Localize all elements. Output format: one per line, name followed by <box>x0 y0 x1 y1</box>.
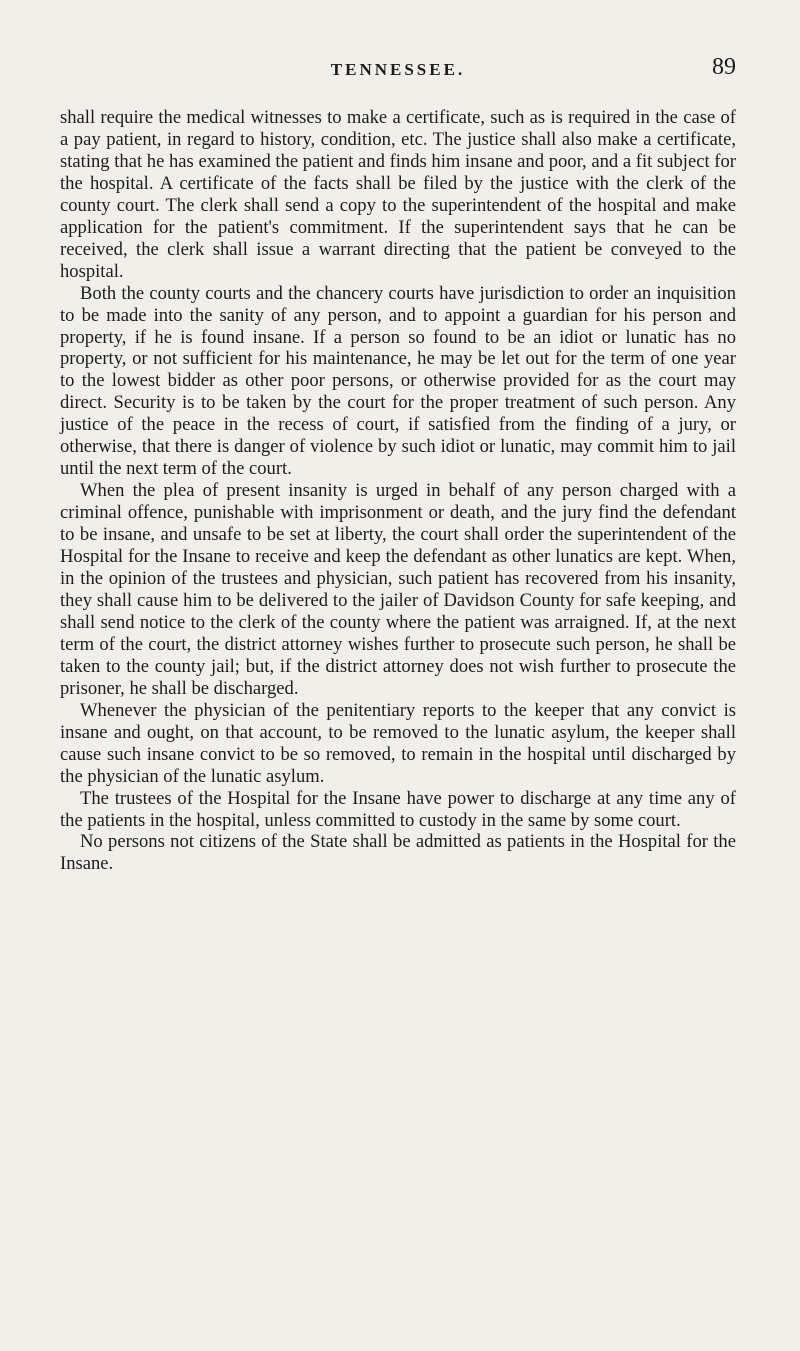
paragraph-1: shall require the medical witnesses to make a certificate, such as is required in the case of a pay patient, in regard to history, condition, etc. The justice shall also make a certificate, stating that he has examined the patient and finds him insane and poor, and a fit subject for the hospital. A certificate of the facts shall be filed by the justice with the clerk of the county court. The clerk shall send a copy to the superintendent of the hospital and make application for the patient's commitment. If the superintendent says that he can be received, the clerk shall issue a warrant directing that the patient be conveyed to the hospital. <box>60 107 736 282</box>
paragraph-2: Both the county courts and the chancery courts have jurisdiction to order an inquisition to be made into the sanity of any person, and to appoint a guardian for his person and property, if he is found insane. If a person so found to be an idiot or lunatic has no property, or not sufficient for his maintenance, he may be let out for the term of one year to the lowest bidder as other poor persons, or otherwise provided for as the court may direct. Security is to be taken by the court for the proper treatment of such person. Any justice of the peace in the recess of court, if satisfied from the finding of a jury, or otherwise, that there is danger of violence by such idiot or lunatic, may commit him to jail until the next term of the court. <box>60 282 736 480</box>
paragraph-5: The trustees of the Hospital for the Insane have power to discharge at any time any of the patients in the hospital, unless committed to custody in the same by some court. <box>60 787 736 831</box>
page-number: 89 <box>712 54 736 80</box>
paragraph-4: Whenever the physician of the penitentiary reports to the keeper that any convict is insane and ought, on that account, to be removed to the lunatic asylum, the keeper shall cause such insane convict to be so removed, to remain in the hospital until discharged by the physician of the lunatic asylum. <box>60 699 736 787</box>
paragraph-3: When the plea of present insanity is urged in behalf of any person charged with a criminal offence, punishable with imprisonment or death, and the jury find the defendant to be insane, and unsafe to be set at liberty, the court shall order the superintendent of the Hospital for the Insane to receive and keep the defendant as other lunatics are kept. When, in the opinion of the trustees and physician, such patient has recovered from his insanity, they shall cause him to be delivered to the jailer of Davidson County for safe keeping, and shall send notice to the clerk of the county where the patient was arraigned. If, at the next term of the court, the district attorney wishes further to prosecute such person, he shall be taken to the county jail; but, if the district attorney does not wish further to prosecute the prisoner, he shall be discharged. <box>60 480 736 699</box>
running-title: TENNESSEE. <box>330 60 466 79</box>
body-text <box>60 107 736 875</box>
paragraph-6: No persons not citizens of the State shall be admitted as patients in the Hospital for the Insane. <box>60 831 736 875</box>
running-head <box>60 54 736 88</box>
